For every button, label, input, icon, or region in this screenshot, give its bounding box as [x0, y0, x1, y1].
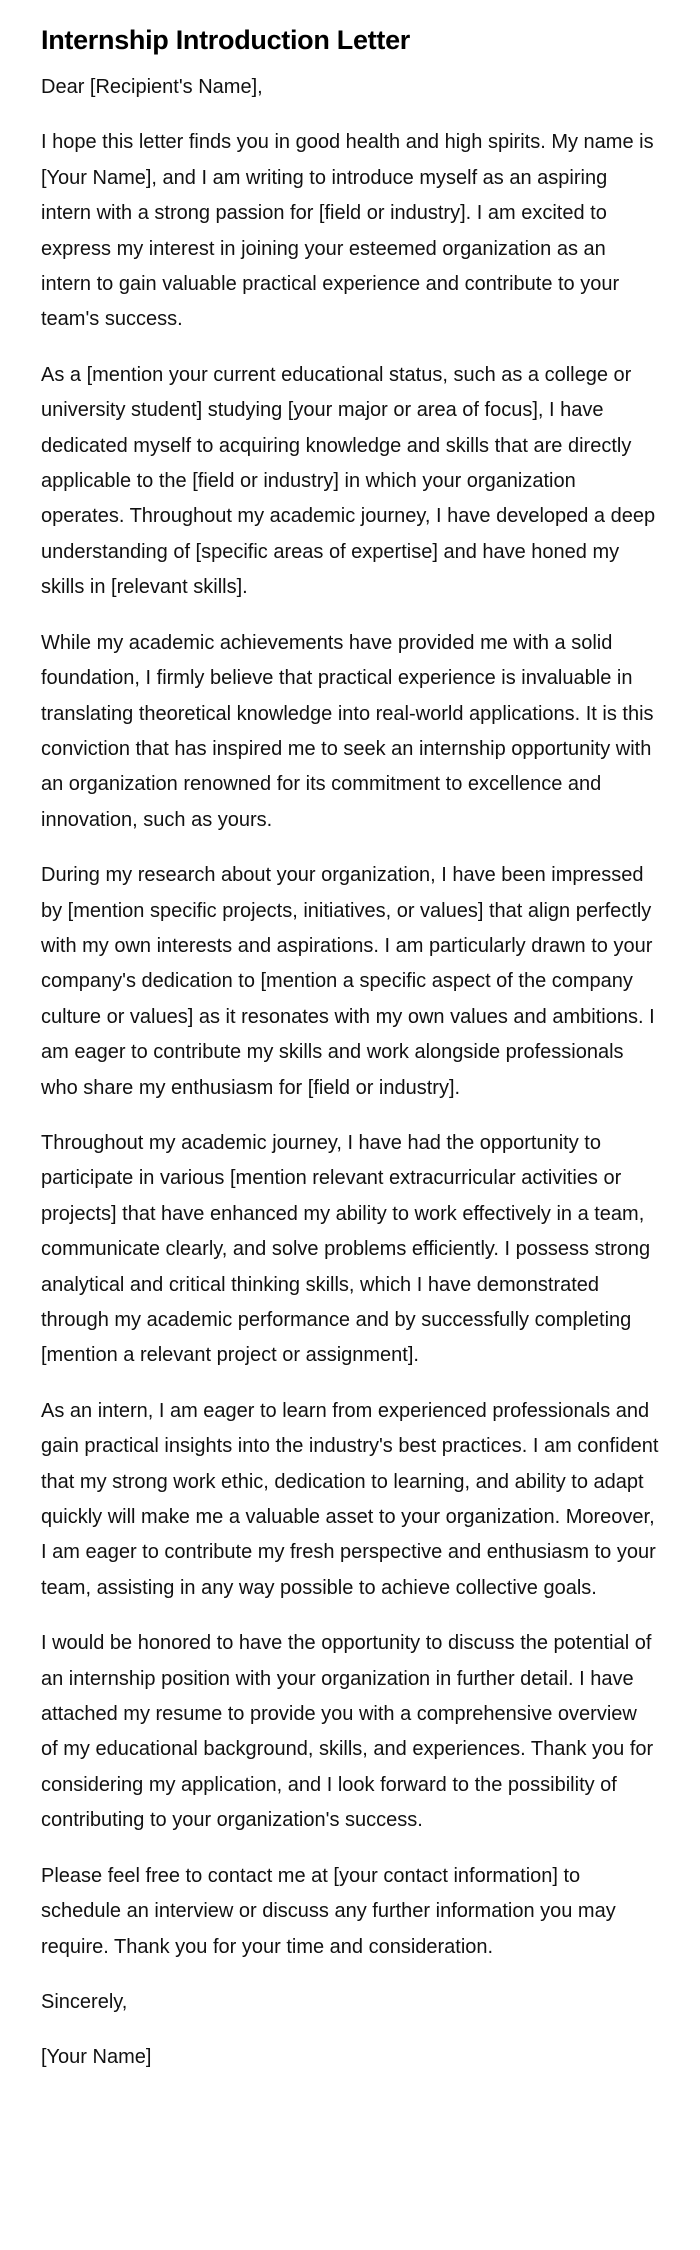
- letter-paragraph-motivation: While my academic achievements have provided me with a solid foundation, I firmly believe that practical experience is invaluable in translating theoretical knowledge into real-world applications. It is this conviction that has inspired me to seek an internship opportunity with an organization renowned for its commitment to excellence and innovation, such as yours.: [41, 631, 654, 831]
- letter-salutation: Dear [Recipient's Name],: [41, 76, 263, 98]
- letter-paragraph-introduction: I hope this letter finds you in good health and high spirits. My name is [Your Name], and I am writing to introduce myself as an aspiring intern with a strong passion for [field or industry]. I am excited to express my interest in joining your esteemed organization as an intern to gain valuable practical experience and contribute to your team's success.: [41, 131, 654, 331]
- letter-signature: [Your Name]: [41, 2046, 152, 2069]
- letter-paragraph-request-discussion: I would be honored to have the opportunity to discuss the potential of an internship position with your organization in further detail. I have attached my resume to provide you with a comprehensive overview of my educational background, skills, and experiences. Thank you for considering my application, and I look forward to the possibility of contributing to your organization's success.: [41, 1632, 654, 1832]
- letter-paragraph-organization-research: During my research about your organization, I have been impressed by [mention specific projects, initiatives, or values] that align perfectly with my own interests and aspirations. I am particularly drawn to your company's dedication to [mention a specific aspect of the company culture or values] as it resonates with my own values and ambitions. I am eager to contribute my skills and work alongside professionals who share my enthusiasm for [field or industry].: [41, 864, 655, 1099]
- letter-title: Internship Introduction Letter: [41, 25, 410, 55]
- letter-paragraph-skills: Throughout my academic journey, I have had the opportunity to participate in various [mention relevant extracurricular activities or projects] that have enhanced my ability to work effectively in a team, communicate clearly, and solve problems efficiently. I possess strong analytical and critical thinking skills, which I have demonstrated through my academic performance and by successfully completing [mention a relevant project or assignment].: [41, 1131, 651, 1367]
- letter-closing: Sincerely,: [41, 1990, 128, 2013]
- letter-document: [41, 22, 659, 2076]
- letter-paragraph-contact: Please feel free to contact me at [your contact information] to schedule an interview or discuss any further information you may require. Thank you for your time and consideration.: [41, 1864, 616, 1958]
- letter-paragraph-education: As a [mention your current educational status, such as a college or university student] studying [your major or area of focus], I have dedicated myself to acquiring knowledge and skills that are directly applicable to the [field or industry] in which your organization operates. Throughout my academic journey, I have developed a deep understanding of [specific areas of expertise] and have honed my skills in [relevant skills].: [41, 363, 656, 599]
- letter-paragraph-goals: As an intern, I am eager to learn from experienced professionals and gain practical insights into the industry's best practices. I am confident that my strong work ethic, dedication to learning, and ability to adapt quickly will make me a valuable asset to your organization. Moreover, I am eager to contribute my fresh perspective and enthusiasm to your team, assisting in any way possible to achieve collective goals.: [41, 1399, 659, 1599]
